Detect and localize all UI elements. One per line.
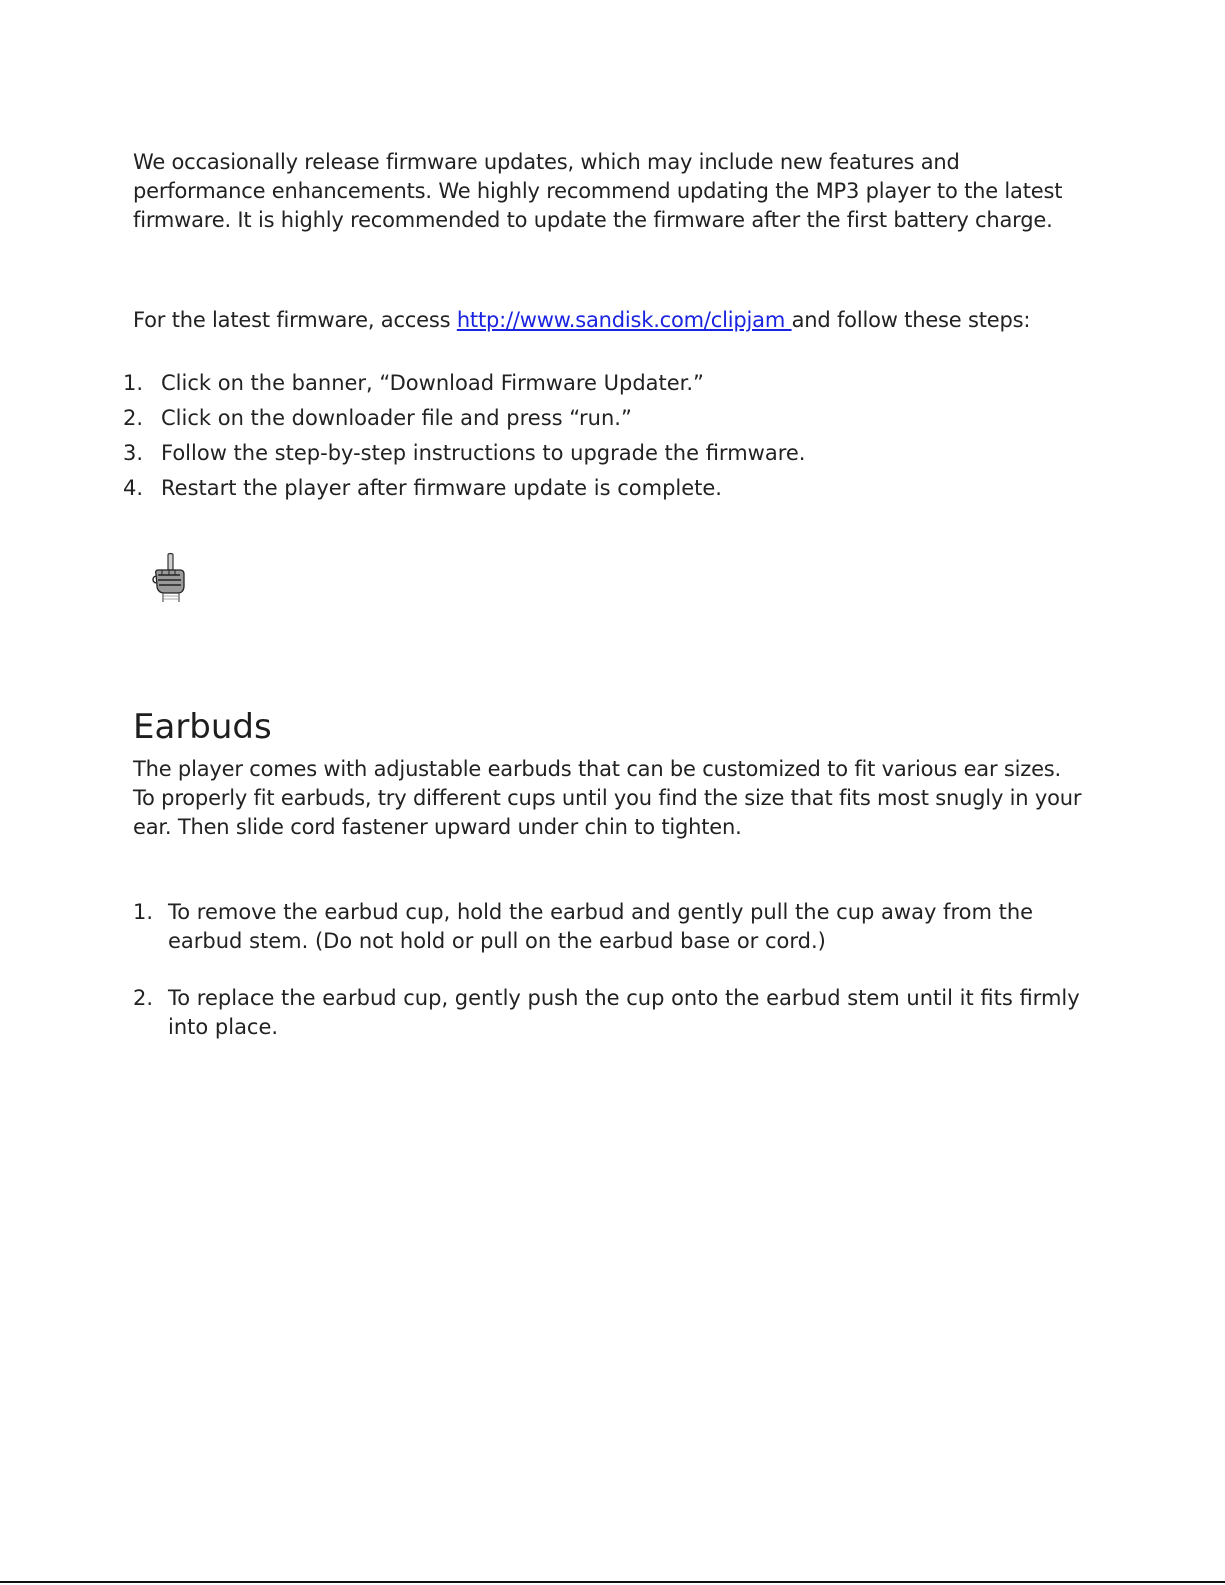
step-text: Follow the step-by-step instructions to upgrade the firmware. — [161, 441, 806, 465]
list-item — [123, 473, 805, 508]
list-item — [123, 403, 805, 438]
list-item — [123, 438, 805, 473]
earbud-steps-list — [133, 898, 1083, 1070]
firmware-steps-list — [123, 368, 805, 508]
firmware-intro-paragraph: We occasionally release firmware updates, which may include new features and performance enhancements. We highly recommend updating the MP3 player to the latest firmware. It is highly recommended to update the firmware after the first battery charge. — [133, 150, 1063, 232]
step-text: Click on the downloader file and press “run.” — [161, 406, 632, 430]
pointing-hand-icon — [150, 552, 192, 604]
list-item — [123, 368, 805, 403]
step-number: 1. — [123, 371, 144, 395]
step-number: 3. — [123, 441, 144, 465]
firmware-access-paragraph — [133, 306, 1088, 335]
firmware-access-lead: For the latest firmware, access — [133, 308, 457, 332]
step-text: To replace the earbud cup, gently push the cup onto the earbud stem until it fits firmly into place. — [168, 986, 1080, 1039]
page-bottom-divider — [0, 1581, 1225, 1583]
list-item — [133, 984, 1083, 1042]
firmware-access-trail: and follow these steps: — [791, 308, 1031, 332]
step-number: 4. — [123, 476, 144, 500]
earbuds-paragraph: The player comes with adjustable earbuds that can be customized to fit various ear sizes. To properly fit earbuds, try different cups until you find the size that fits most snugly in your ear. Then slide cord fastener upward under chin to tighten. — [133, 757, 1082, 839]
step-number: 1. — [133, 900, 154, 924]
step-text: To remove the earbud cup, hold the earbud and gently pull the cup away from the earbud stem. (Do not hold or pull on the earbud base or cord.) — [168, 900, 1034, 953]
list-item — [133, 898, 1083, 956]
step-number: 2. — [123, 406, 144, 430]
step-number: 2. — [133, 986, 154, 1010]
clipjam-firmware-link[interactable]: http://www.sandisk.com/clipjam — [456, 308, 792, 332]
earbuds-heading: Earbuds — [133, 707, 272, 747]
step-text: Restart the player after firmware update is complete. — [161, 476, 722, 500]
step-text: Click on the banner, “Download Firmware Updater.” — [161, 371, 704, 395]
